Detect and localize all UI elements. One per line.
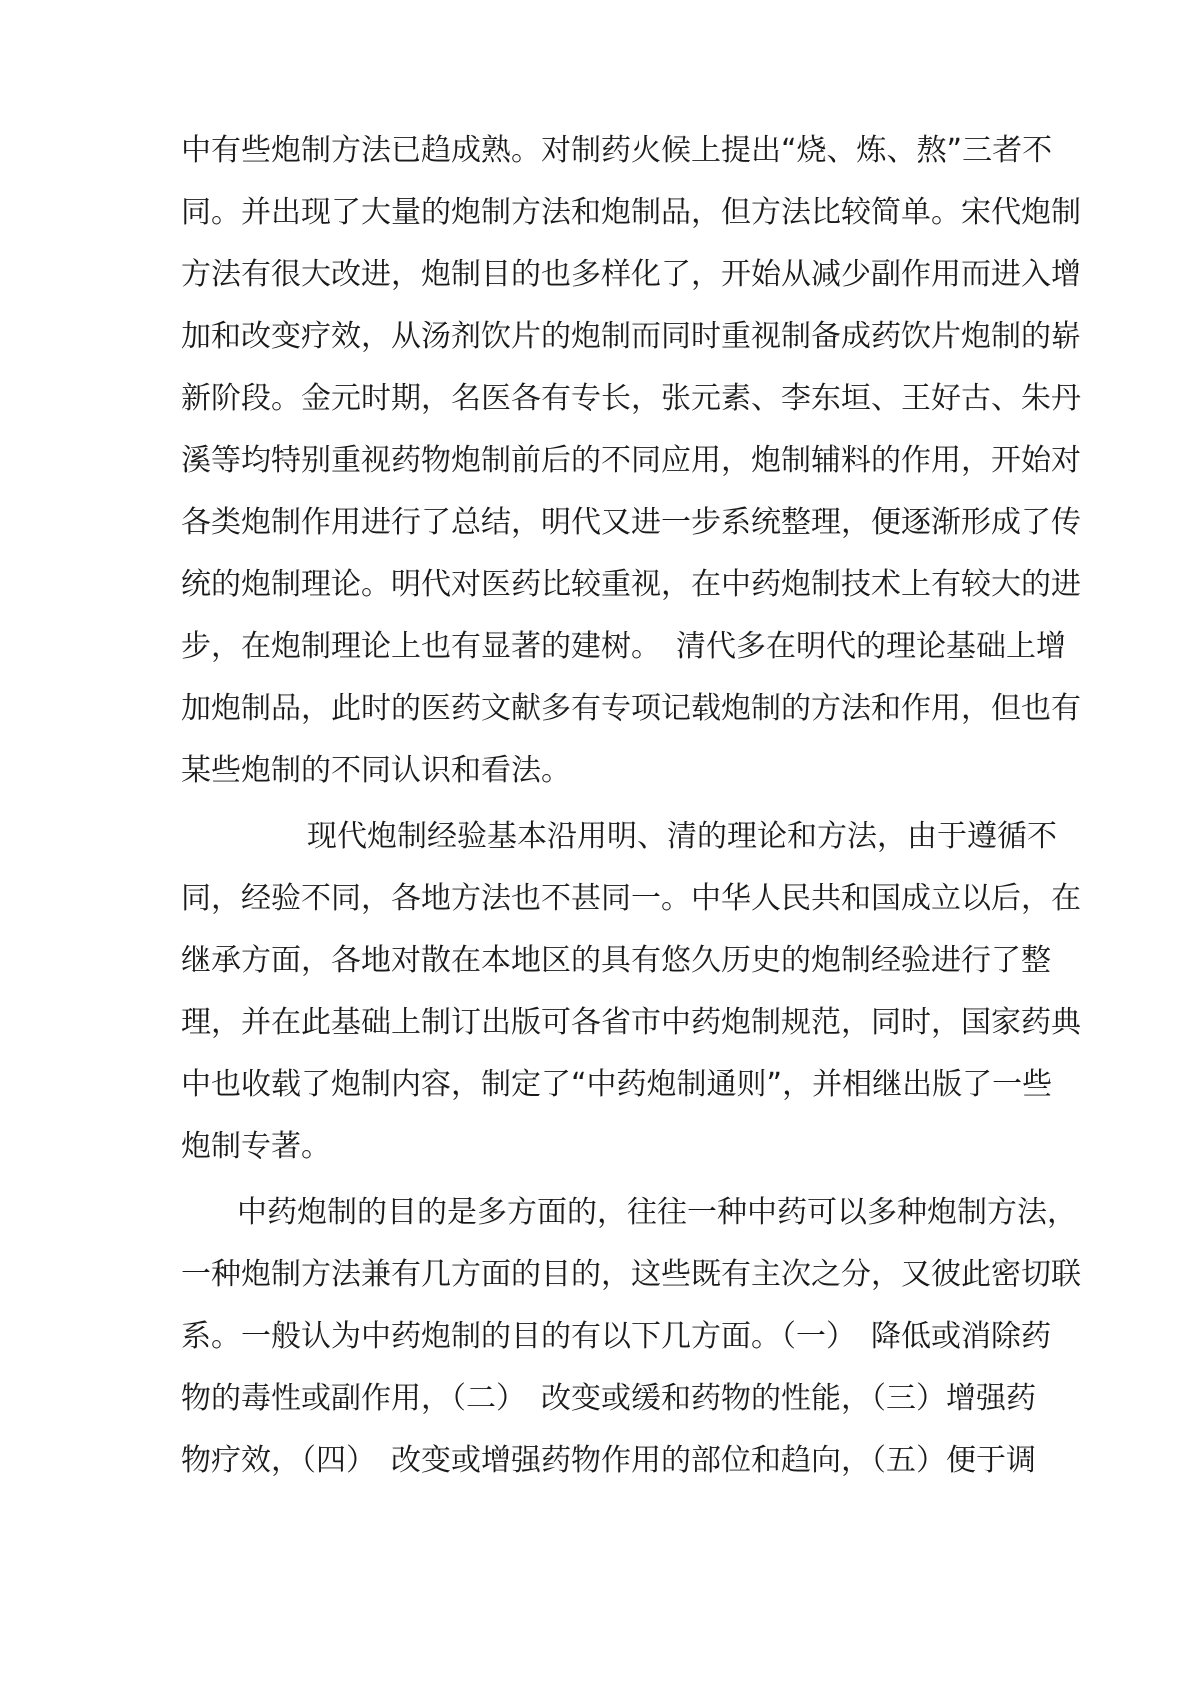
paragraph-purpose [181, 1182, 1081, 1492]
body-text [181, 120, 1081, 1492]
text-line: 继承方面，各地对散在本地区的具有悠久历史的炮制经验进行了整 [181, 943, 1051, 978]
text-line: 一种炮制方法兼有几方面的目的，这些既有主次之分，又彼此密切联 [181, 1257, 1081, 1292]
text-line: 加炮制品，此时的医药文献多有专项记载炮制的方法和作用，但也有 [181, 691, 1081, 726]
text-line: 统的炮制理论。明代对医药比较重视，在中药炮制技术上有较大的进 [181, 567, 1081, 602]
text-line: 某些炮制的不同认识和看法。 [181, 753, 571, 788]
text-line: 同。并出现了大量的炮制方法和炮制品，但方法比较简单。宋代炮制 [181, 195, 1081, 230]
text-line: 加和改变疗效，从汤剂饮片的炮制而同时重视制备成药饮片炮制的崭 [181, 319, 1081, 354]
text-line: 中药炮制的目的是多方面的，往往一种中药可以多种炮制方法， [237, 1195, 1077, 1230]
text-line: 中有些炮制方法已趋成熟。对制药火候上提出“烧、炼、熬”三者不 [181, 133, 1053, 168]
paragraph-modern [181, 806, 1081, 1178]
text-line: 理，并在此基础上制订出版可各省市中药炮制规范，同时，国家药典 [181, 1005, 1081, 1040]
text-line: 中也收载了炮制内容，制定了“中药炮制通则”，并相继出版了一些 [181, 1067, 1053, 1102]
text-line: 溪等均特别重视药物炮制前后的不同应用，炮制辅料的作用，开始对 [181, 443, 1081, 478]
text-line: 步，在炮制理论上也有显著的建树。 清代多在明代的理论基础上增 [181, 629, 1066, 664]
text-line: 各类炮制作用进行了总结，明代又进一步系统整理，便逐渐形成了传 [181, 505, 1081, 540]
text-line: 新阶段。金元时期，名医各有专长，张元素、李东垣、王好古、朱丹 [181, 381, 1081, 416]
text-line: 炮制专著。 [181, 1129, 331, 1164]
text-line: 方法有很大改进，炮制目的也多样化了，开始从减少副作用而进入增 [181, 257, 1081, 292]
paragraph-history [181, 120, 1081, 802]
text-line: 同，经验不同，各地方法也不甚同一。中华人民共和国成立以后，在 [181, 881, 1081, 916]
text-line: 物的毒性或副作用，（二） 改变或缓和药物的性能，（三）增强药 [181, 1381, 1036, 1416]
text-line: 物疗效，（四） 改变或增强药物作用的部位和趋向，（五）便于调 [181, 1443, 1036, 1478]
text-line: 系。一般认为中药炮制的目的有以下几方面。（一） 降低或消除药 [181, 1319, 1051, 1354]
text-line: 现代炮制经验基本沿用明、清的理论和方法，由于遵循不 [307, 819, 1057, 854]
